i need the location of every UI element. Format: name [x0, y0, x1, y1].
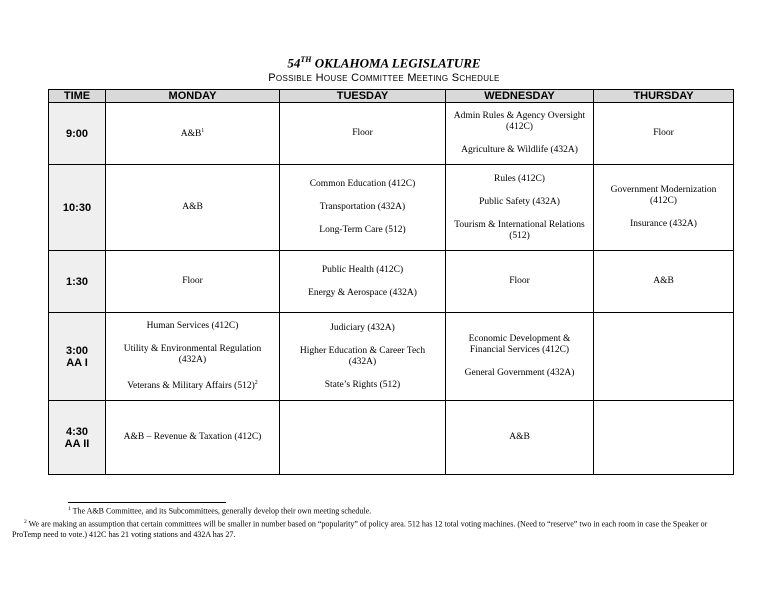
committee-name: Transportation (432A)	[319, 202, 406, 212]
schedule-cell-tuesday	[280, 313, 446, 401]
schedule-cell-wednesday	[446, 251, 594, 313]
header-monday: MONDAY	[106, 90, 280, 103]
schedule-cell-thursday	[594, 401, 734, 475]
time-cell	[49, 401, 106, 475]
schedule-cell-tuesday	[280, 401, 446, 475]
committee-name: State’s Rights (512)	[324, 379, 401, 390]
schedule-cell-monday	[106, 313, 280, 401]
committee-entry	[286, 346, 439, 368]
committee-entry	[286, 288, 439, 299]
committee-name: A&B	[180, 129, 202, 140]
committee-name: Floor	[509, 276, 530, 286]
committee-name: Admin Rules & Agency Oversight (412C)	[453, 111, 586, 132]
committee-name: Rules (412C)	[494, 173, 545, 184]
committee-name: Economic Development & Financial Services (412C)	[468, 334, 571, 355]
footnote-2: $^2$ We are making an assumption that certain committees will be smaller in number based on “popularity” of policy area. 512 has 12 total voting machines. (Need to “reserve” two in each room in case the Speaker or ProTemp need to vote.) 412C has 21 voting stations and 432A has 27.	[12, 518, 708, 540]
committee-name: Agriculture & Wildlife (432A)	[461, 145, 578, 155]
committee-entry	[286, 323, 439, 334]
time-label: 10:30	[62, 201, 92, 214]
committee-entry	[112, 321, 273, 332]
header-thursday: THURSDAY	[594, 90, 734, 103]
committee-name: A&B	[182, 202, 203, 212]
committee-name: Veterans & Military Affairs (512)	[127, 381, 255, 392]
committee-name: A&B	[509, 432, 530, 442]
time-label: 4:30	[65, 425, 89, 438]
schedule-cell-monday	[106, 401, 280, 475]
schedule-cell-thursday	[594, 165, 734, 251]
schedule-cell-tuesday	[280, 165, 446, 251]
schedule-cell-monday	[106, 103, 280, 165]
header-wednesday: WEDNESDAY	[446, 90, 594, 103]
footnote-ref: 2	[254, 379, 258, 386]
committee-entry	[112, 344, 273, 366]
committee-name: A&B – Revenue & Taxation (412C)	[123, 432, 262, 442]
committee-entry	[452, 220, 587, 242]
committee-entry	[600, 219, 727, 230]
committee-name: Floor	[182, 276, 203, 286]
time-label: 3:00	[65, 344, 89, 357]
committee-entry	[452, 197, 587, 208]
committee-name: Human Services (412C)	[146, 320, 239, 331]
committee-name: Insurance (432A)	[630, 219, 697, 229]
committee-entry	[452, 276, 587, 287]
committee-name: General Government (432A)	[464, 368, 575, 378]
title-main: OKLAHOMA LEGISLATURE	[311, 55, 481, 71]
schedule-row	[49, 103, 734, 165]
committee-name: A&B	[653, 276, 674, 286]
committee-name: Higher Education & Career Tech (432A)	[299, 345, 426, 367]
header-time: TIME	[49, 90, 106, 103]
table-header-row	[49, 90, 734, 103]
committee-entry	[112, 378, 273, 392]
time-label: AA I	[66, 356, 88, 369]
committee-entry	[452, 368, 587, 379]
committee-name: Public Safety (432A)	[479, 196, 560, 207]
title-number: 54	[287, 55, 301, 71]
committee-name: Energy & Aerospace (432A)	[308, 287, 417, 298]
committee-entry	[600, 185, 727, 207]
committee-entry	[112, 202, 273, 213]
committee-name: Floor	[653, 128, 674, 138]
committee-name: Judiciary (432A)	[330, 322, 395, 333]
time-label: 9:00	[65, 127, 89, 140]
committee-name: Long-Term Care (512)	[319, 225, 406, 235]
schedule-row	[49, 251, 734, 313]
time-cell	[49, 251, 106, 313]
committee-entry	[112, 126, 273, 140]
title-ordinal: TH	[300, 55, 312, 64]
committee-entry	[286, 202, 439, 213]
schedule-cell-tuesday	[280, 251, 446, 313]
committee-entry	[452, 111, 587, 133]
schedule-row	[49, 313, 734, 401]
document-header	[0, 52, 768, 85]
committee-name: Public Health (412C)	[321, 264, 404, 275]
committee-name: Utility & Environmental Regulation (432A)	[123, 343, 262, 365]
document-subtitle: Possible House Committee Meeting Schedule	[268, 72, 500, 85]
time-label: AA II	[64, 437, 90, 450]
schedule-cell-thursday	[594, 313, 734, 401]
committee-entry	[286, 225, 439, 236]
committee-entry	[286, 380, 439, 391]
footnote-ref: 1	[201, 128, 205, 135]
schedule-row	[49, 165, 734, 251]
committee-name: Common Education (412C)	[309, 179, 416, 189]
committee-entry	[286, 128, 439, 139]
committee-entry	[112, 276, 273, 287]
schedule-cell-thursday	[594, 103, 734, 165]
schedule-cell-wednesday	[446, 313, 594, 401]
document-title	[0, 52, 768, 71]
schedule-cell-wednesday	[446, 401, 594, 475]
schedule-cell-wednesday	[446, 103, 594, 165]
committee-schedule-table	[48, 89, 734, 475]
committee-entry	[286, 179, 439, 190]
committee-name: Tourism & International Relations (512)	[454, 219, 585, 241]
committee-entry	[452, 334, 587, 356]
schedule-row	[49, 401, 734, 475]
committee-entry	[452, 432, 587, 443]
time-cell	[49, 103, 106, 165]
schedule-cell-monday	[106, 251, 280, 313]
footnotes	[12, 502, 708, 540]
committee-entry	[112, 432, 273, 443]
schedule-cell-wednesday	[446, 165, 594, 251]
committee-entry	[286, 265, 439, 276]
committee-entry	[600, 128, 727, 139]
schedule-cell-tuesday	[280, 103, 446, 165]
committee-entry	[600, 276, 727, 287]
time-cell	[49, 165, 106, 251]
table-body	[49, 103, 734, 475]
committee-name: Floor	[352, 128, 373, 138]
time-label: 1:30	[65, 275, 89, 288]
committee-entry	[452, 145, 587, 156]
time-cell	[49, 313, 106, 401]
footnote-1: $^1$ The A&B Committee, and its Subcommittees, generally develop their own meeting schedule.	[68, 506, 372, 516]
schedule-cell-monday	[106, 165, 280, 251]
schedule-cell-thursday	[594, 251, 734, 313]
footnote-rule	[68, 502, 226, 503]
header-tuesday: TUESDAY	[280, 90, 446, 103]
committee-name: Government Modernization (412C)	[610, 185, 717, 206]
committee-entry	[452, 174, 587, 185]
